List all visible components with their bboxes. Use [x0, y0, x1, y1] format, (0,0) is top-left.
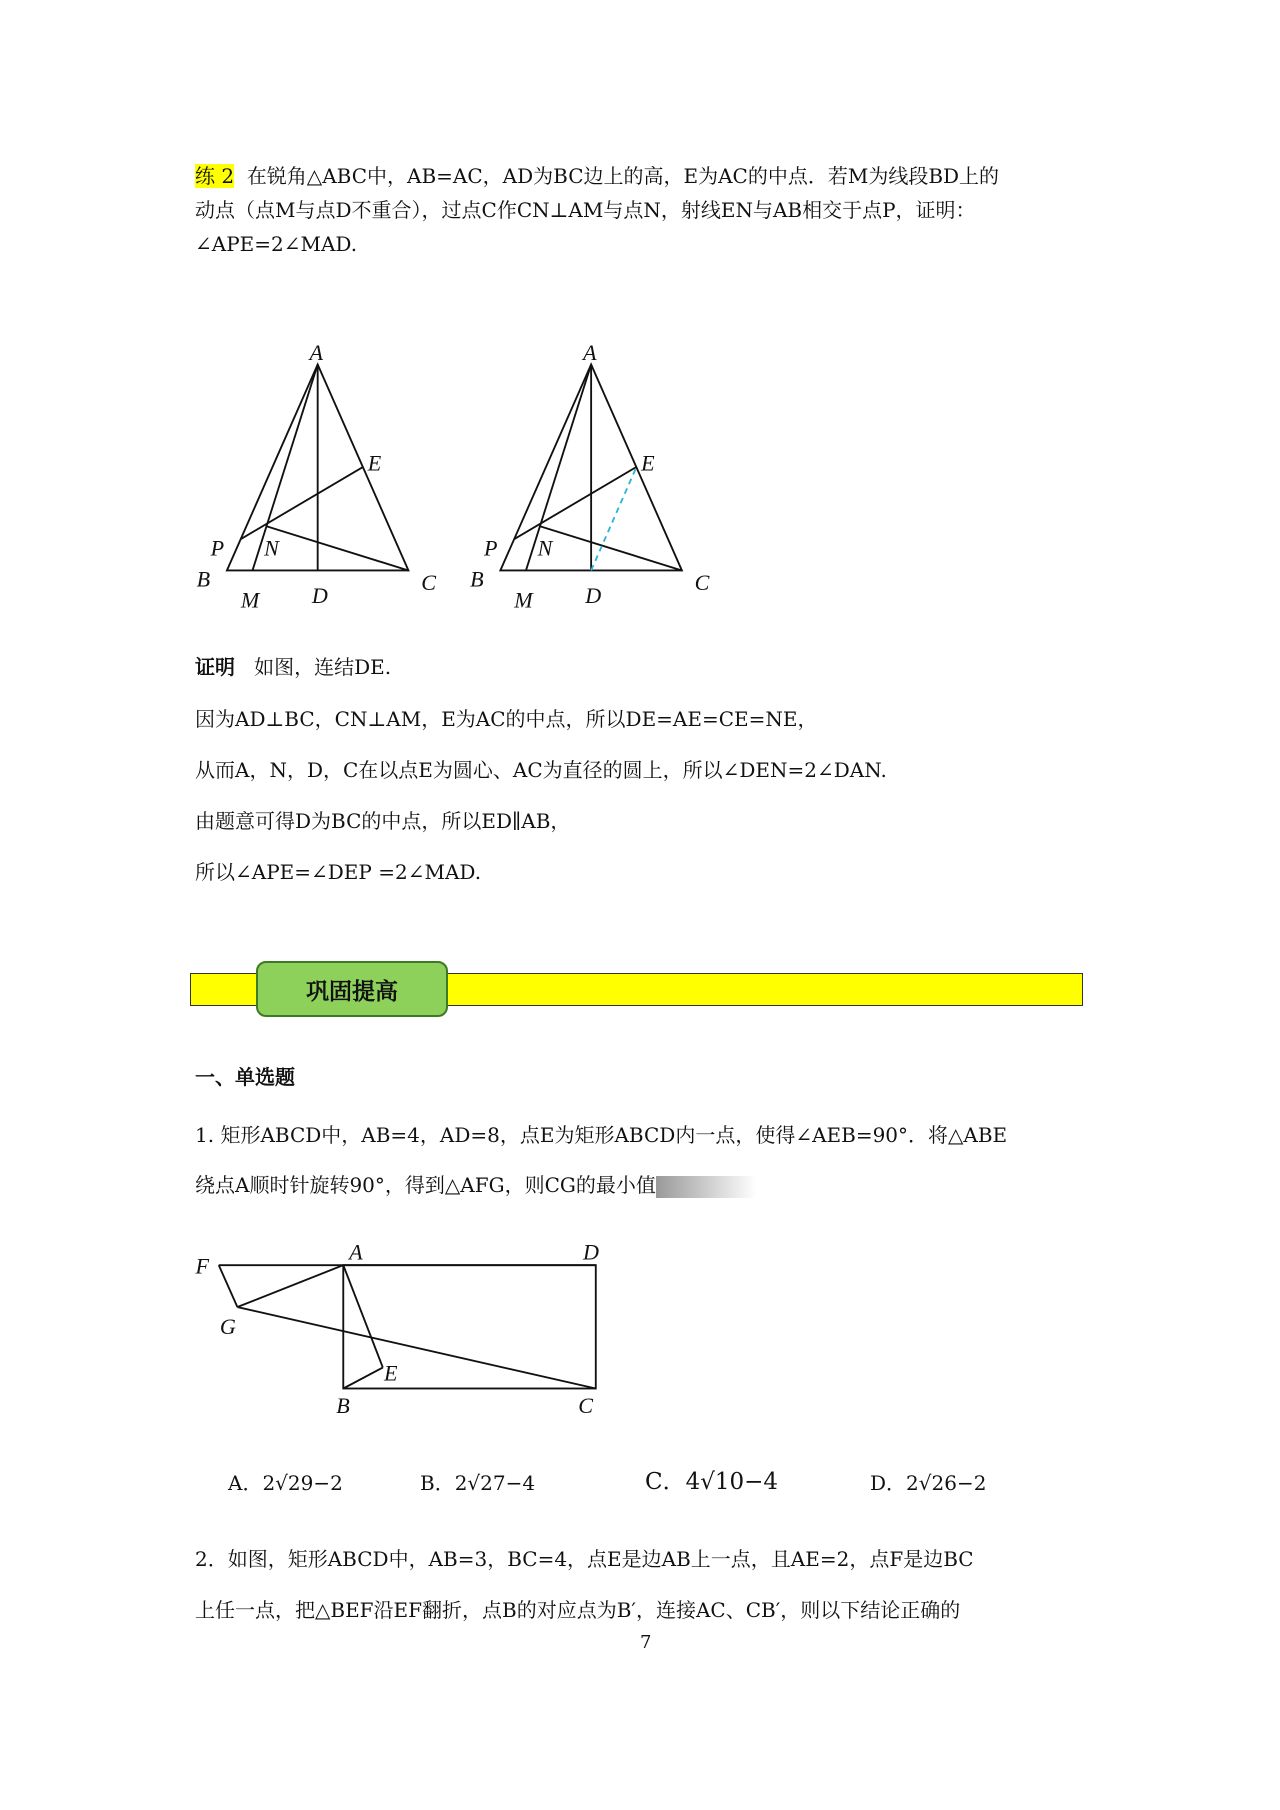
- svg-text:E: E: [384, 1360, 398, 1386]
- label-C: C: [421, 570, 436, 596]
- svg-text:C: C: [578, 1392, 594, 1418]
- svg-text:F: F: [195, 1253, 209, 1279]
- figure-3: [219, 1265, 596, 1388]
- q1-line-1: 1. 矩形ABCD中，AB=4，AD=8，点E为矩形ABCD内一点，使得∠AEB=90°．将△ABE: [195, 1123, 1008, 1147]
- section-banner-title: 巩固提高: [256, 961, 448, 1017]
- proof-first-line: 证明 如图，连结DE.: [195, 655, 392, 679]
- proof-line: 由题意可得D为BC的中点，所以ED∥AB，: [195, 809, 571, 833]
- proof-line: 所以∠APE=∠DEP =2∠MAD.: [195, 860, 482, 884]
- label-N: N: [264, 535, 279, 561]
- q1-line-2: 绕点A顺时针旋转90°，得到△AFG，则CG的最小值: [195, 1175, 756, 1198]
- label-E: E: [367, 450, 382, 476]
- label-D: D: [311, 583, 328, 609]
- exercise-line-2: 动点（点M与点D不重合），过点C作CN⊥AM与点N，射线EN与AB相交于点P，证明：: [195, 198, 976, 222]
- svg-text:N: N: [537, 535, 553, 561]
- figure-2-labels: [470, 340, 710, 613]
- label-P: P: [210, 535, 225, 561]
- svg-text:M: M: [514, 587, 533, 613]
- svg-text:A: A: [582, 339, 597, 365]
- exercise-tag: 练 2: [195, 164, 235, 188]
- exercise-text: 在锐角△ABC中，AB=AC，AD为BC边上的高，E为AC的中点．若M为线段BD上的: [246, 164, 1000, 188]
- svg-text:B: B: [336, 1392, 350, 1418]
- proof-line: 因为AD⊥BC，CN⊥AM，E为AC的中点，所以DE=AE=CE=NE，: [195, 707, 818, 731]
- option-c[interactable]: C．4√10−4: [645, 1469, 779, 1495]
- svg-text:A: A: [349, 1239, 363, 1265]
- section-title: 一、单选题: [195, 1065, 295, 1089]
- blurred-region: [656, 1176, 756, 1198]
- exercise-line-3: ∠APE=2∠MAD.: [195, 232, 358, 256]
- label-A: A: [309, 339, 324, 365]
- svg-text:B: B: [470, 566, 484, 592]
- option-d[interactable]: D．2√26−2: [870, 1471, 987, 1495]
- figure-3-labels: [194, 1239, 598, 1418]
- option-b[interactable]: B．2√27−4: [420, 1471, 536, 1495]
- label-M: M: [240, 587, 260, 613]
- label-B: B: [196, 566, 211, 592]
- option-a[interactable]: A．2√29−2: [228, 1471, 343, 1495]
- proof-heading: 证明: [195, 655, 235, 679]
- svg-text:E: E: [641, 450, 655, 476]
- svg-text:P: P: [484, 535, 498, 561]
- svg-text:D: D: [582, 1239, 599, 1265]
- svg-text:D: D: [585, 583, 602, 609]
- proof-line: 从而A，N，D，C在以点E为圆心、AC为直径的圆上，所以∠DEN=2∠DAN.: [195, 758, 887, 782]
- svg-text:C: C: [694, 570, 710, 596]
- q2-line-1: 2．如图，矩形ABCD中，AB=3，BC=4，点E是边AB上一点，且AE=2，点F是边BC: [195, 1547, 974, 1571]
- svg-text:G: G: [219, 1313, 236, 1339]
- q2-line-2: 上任一点，把△BEF沿EF翻折，点B的对应点为B′，连接AC、CB′，则以下结论正确的: [195, 1598, 961, 1622]
- figure-1-labels: [197, 340, 437, 613]
- page-number: 7: [640, 1632, 652, 1653]
